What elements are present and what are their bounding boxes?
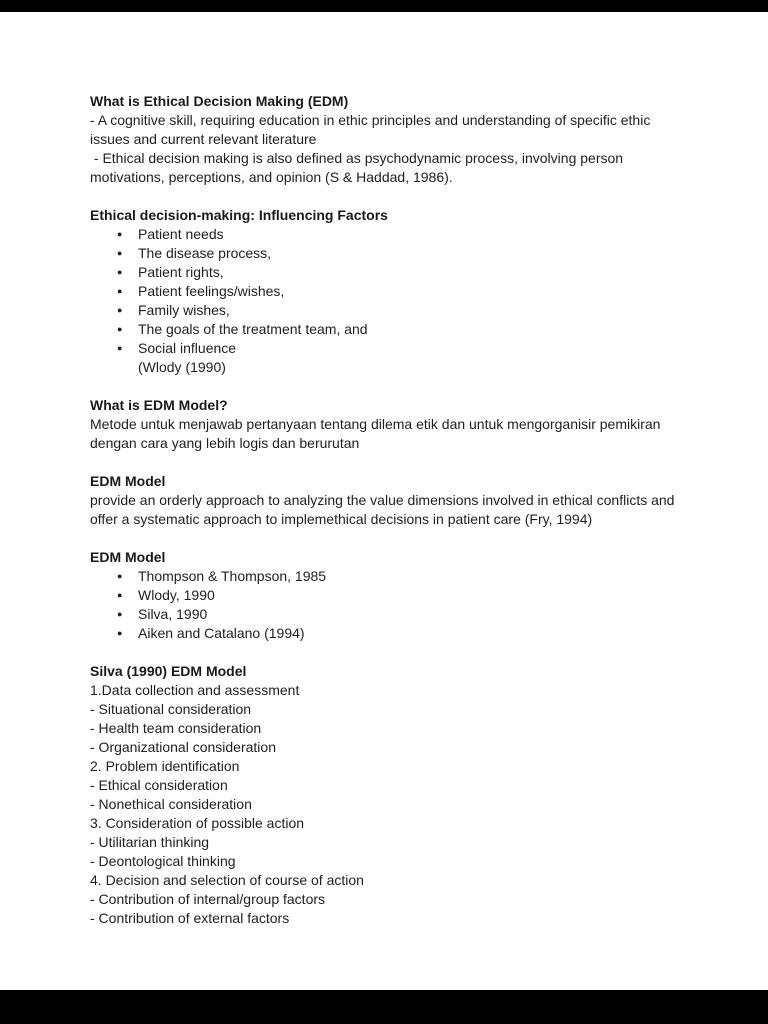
document-line: - Contribution of external factors — [90, 910, 290, 926]
section-what-is-edm — [90, 92, 682, 187]
bullet-icon: ● — [117, 590, 123, 600]
document-line: 2. Problem identification — [90, 758, 240, 774]
document-line: 4. Decision and selection of course of action — [90, 872, 364, 888]
list-item-text: Patient feelings/wishes, — [138, 283, 285, 299]
bullet-icon: ● — [117, 571, 123, 581]
section-what-is-edm-model — [90, 396, 682, 453]
document-line: 1.Data collection and assessment — [90, 682, 300, 698]
paragraph: Metode untuk menjawab pertanyaan tentang dilema etik dan untuk mengorganisir pemikiran dengan cara yang lebih logis dan berurutan — [90, 416, 665, 451]
list-item — [90, 567, 682, 586]
bullet-icon: ● — [117, 609, 123, 619]
section-heading: EDM Model — [90, 549, 166, 565]
bullet-icon: ● — [117, 628, 123, 638]
document-line: 3. Consideration of possible action — [90, 815, 305, 831]
list-item-text: Social influence — [138, 340, 237, 356]
document-line: - Health team consideration — [90, 720, 262, 736]
section-heading: What is Ethical Decision Making (EDM) — [90, 93, 349, 109]
document-line: - Utilitarian thinking — [90, 834, 210, 850]
bullet-icon: ● — [117, 267, 123, 277]
document-line: - Situational consideration — [90, 701, 252, 717]
bullet-icon: ● — [117, 229, 123, 239]
list-item — [90, 624, 682, 643]
document-page — [0, 12, 768, 990]
document-content — [0, 12, 768, 928]
bullet-icon: ● — [117, 248, 123, 258]
list-item — [90, 586, 682, 605]
list-item — [90, 339, 682, 358]
bullet-icon: ● — [117, 343, 123, 353]
list-item — [90, 320, 682, 339]
paragraph: provide an orderly approach to analyzing the value dimensions involved in ethical conflicts and offer a systematic approach to implemethical decisions in patient care (Fry, 1994) — [90, 492, 679, 527]
document-line: - Nonethical consideration — [90, 796, 252, 812]
section-heading: Silva (1990) EDM Model — [90, 663, 247, 679]
section-heading: What is EDM Model? — [90, 397, 228, 413]
section-edm-model-definition — [90, 472, 682, 529]
list-item-text: Silva, 1990 — [138, 606, 208, 622]
section-heading: Ethical decision-making: Influencing Factors — [90, 207, 388, 223]
list-item — [90, 282, 682, 301]
list-item — [90, 225, 682, 244]
list-item-text: The goals of the treatment team, and — [138, 321, 368, 337]
list-item — [90, 263, 682, 282]
citation-line: (Wlody (1990) — [138, 359, 226, 375]
bullet-icon: ● — [117, 324, 123, 334]
list-item-text: Patient rights, — [138, 264, 224, 280]
section-silva-edm-model — [90, 662, 682, 928]
bullet-icon: ● — [117, 305, 123, 315]
document-line: - Contribution of internal/group factors — [90, 891, 326, 907]
document-line: - Organizational consideration — [90, 739, 276, 755]
bottom-frame-bar — [0, 990, 768, 1024]
list-item-text: Family wishes, — [138, 302, 230, 318]
document-line: - Ethical consideration — [90, 777, 228, 793]
bullet-icon: ● — [117, 286, 123, 296]
section-influencing-factors — [90, 206, 682, 377]
section-heading: EDM Model — [90, 473, 166, 489]
list-item-text: Patient needs — [138, 226, 224, 242]
list-item-text: Aiken and Catalano (1994) — [138, 625, 305, 641]
list-item-text: Thompson & Thompson, 1985 — [138, 568, 327, 584]
list-item-text: The disease process, — [138, 245, 272, 261]
list-item — [90, 605, 682, 624]
list-item-text: Wlody, 1990 — [138, 587, 215, 603]
list-item — [90, 301, 682, 320]
document-line: - Deontological thinking — [90, 853, 236, 869]
list-item — [90, 244, 682, 263]
top-frame-bar — [0, 0, 768, 12]
section-edm-model-authors — [90, 548, 682, 643]
paragraph: - Ethical decision making is also defined as psychodynamic process, involving person motivations, perceptions, and opinion (S & Haddad, 1986). — [90, 150, 627, 185]
paragraph: - A cognitive skill, requiring education in ethic principles and understanding of specific ethic issues and current relevant literature — [90, 112, 655, 147]
